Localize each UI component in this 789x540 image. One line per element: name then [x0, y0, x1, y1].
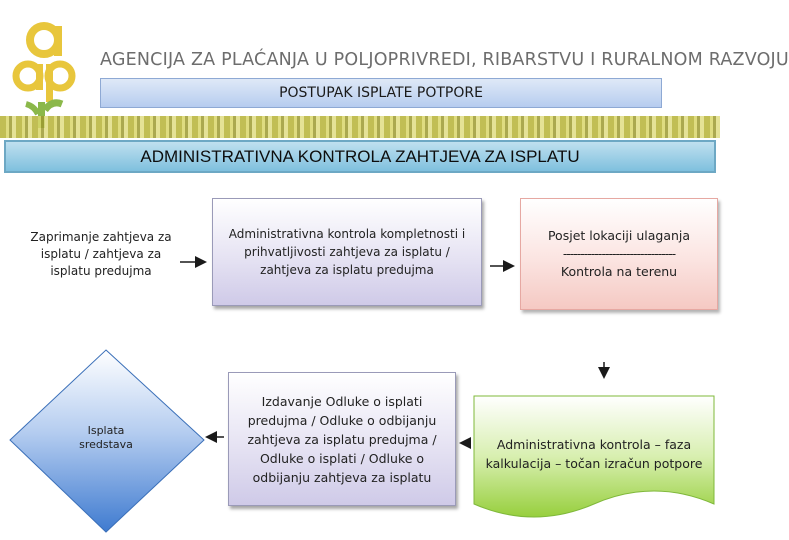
page-subtitle: POSTUPAK ISPLATE POTPORE — [100, 78, 662, 108]
step-decision: Izdavanje Odluke o isplati predujma / Odluke o odbijanju zahtjeva za isplatu predujma / Odluke o isplati / Odluke o odbijanju zahtjeva za isplatu — [228, 372, 456, 506]
step-site-visit — [520, 198, 718, 310]
site-visit-label: Posjet lokaciji ulaganja — [547, 228, 691, 243]
step-payment: Isplata sredstava — [79, 424, 133, 451]
field-control-label: Kontrola na terenu — [560, 264, 678, 279]
section-title: ADMINISTRATIVNA KONTROLA ZAHTJEVA ZA ISPLATU — [4, 140, 716, 173]
site-visit-divider: -------------------------------- — [562, 246, 676, 261]
step-admin-control: Administrativna kontrola kompletnosti i prihvatljivosti zahtjeva za isplatu / zahtjeva za isplatu predujma — [212, 198, 482, 306]
step-receive-request: Zaprimanje zahtjeva za isplatu / zahtjeva za isplatu predujma — [30, 229, 172, 278]
agency-title: AGENCIJA ZA PLAĆANJA U POLJOPRIVREDI, RIBARSTVU I RURALNOM RAZVOJU — [100, 50, 789, 70]
step-calculation: Administrativna kontrola – faza kalkulacija – točan izračun potpore — [485, 437, 703, 471]
